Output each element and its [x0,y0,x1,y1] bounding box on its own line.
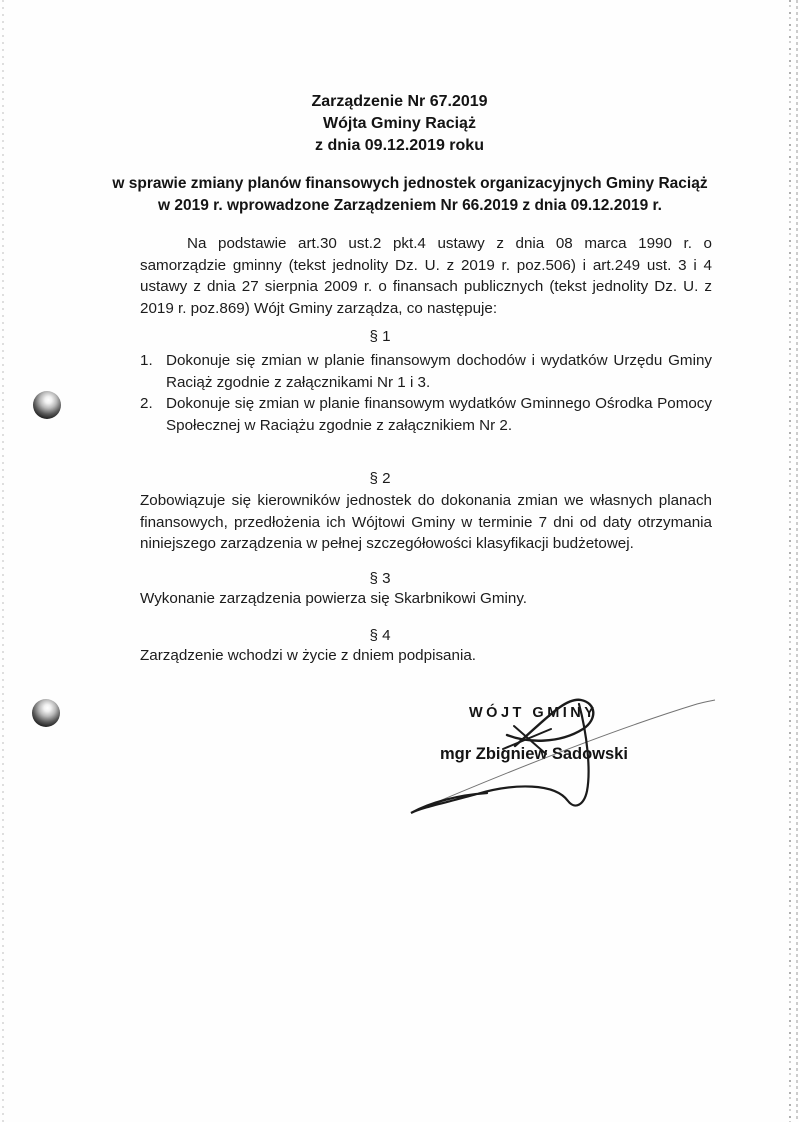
scan-edge-noise-far-right [796,0,798,1122]
subject-line-1: w sprawie zmiany planów finansowych jednostek organizacyjnych Gminy Raciąż [112,175,708,192]
signer-name: mgr Zbigniew Sadowski [440,745,628,763]
list-item-number: 1. [140,352,153,369]
list-item-text: Dokonuje się zmian w planie finansowym wydatków Gminnego Ośrodka Pomocy Społecznej w Raciążu zgodnie z załącznikiem Nr 2. [166,395,712,434]
section-1-list [140,350,712,436]
handwritten-signature [397,692,719,822]
section-3-heading: § 3 [369,570,391,587]
section-3-body: Wykonanie zarządzenia powierza się Skarbnikowi Gminy. [140,590,528,607]
document-subject [112,173,708,216]
legal-preamble: Na podstawie art.30 ust.2 pkt.4 ustawy z dnia 08 marca 1990 r. o samorządzie gminny (tekst jednolity Dz. U. z 2019 r. poz.506) i art.249 ust. 3 i 4 ustawy z dnia 27 sierpnia 2009 r. o finansach publicznych (tekst jednolity Dz. U. z 2019 r. poz.869) Wójt Gminy zarządza, co następuje: [140,235,712,317]
subject-line-2: w 2019 r. wprowadzone Zarządzeniem Nr 66.2019 z dnia 09.12.2019 r. [158,196,662,214]
list-item [140,393,712,436]
section-4-body: Zarządzenie wchodzi w życie z dniem podpisania. [140,647,476,664]
list-item-number: 2. [140,395,153,413]
section-2-body: Zobowiązuje się kierowników jednostek do dokonania zmian we własnych planach finansowych, przedłożenia ich Wójtowi Gminy w terminie 7 dni od daty otrzymania niniejszego zarządzenia w pełnej szczegółowości klasyfikacji budżetowej. [140,492,712,553]
section-2-heading: § 2 [369,470,391,487]
section-4-heading: § 4 [369,627,391,644]
title-line-1: Zarządzenie Nr 67.2019 [311,93,488,110]
list-item-text: Dokonuje się zmian w planie finansowym dochodów i wydatków Urzędu Gminy Raciąż zgodnie z załącznikami Nr 1 i 3. [166,352,712,391]
hole-punch-mark [32,699,60,727]
list-item [140,350,712,393]
hole-punch-mark [33,391,61,419]
document-title [0,91,799,157]
section-1-heading: § 1 [369,328,391,345]
signature-descender-stroke [411,704,589,813]
scan-edge-noise-left [2,0,4,1122]
title-line-3: z dnia 09.12.2019 roku [315,137,484,154]
scan-edge-noise-right [789,0,791,1122]
title-line-2: Wójta Gminy Raciąż [323,115,476,132]
signer-title: WÓJT GMINY [469,705,598,721]
